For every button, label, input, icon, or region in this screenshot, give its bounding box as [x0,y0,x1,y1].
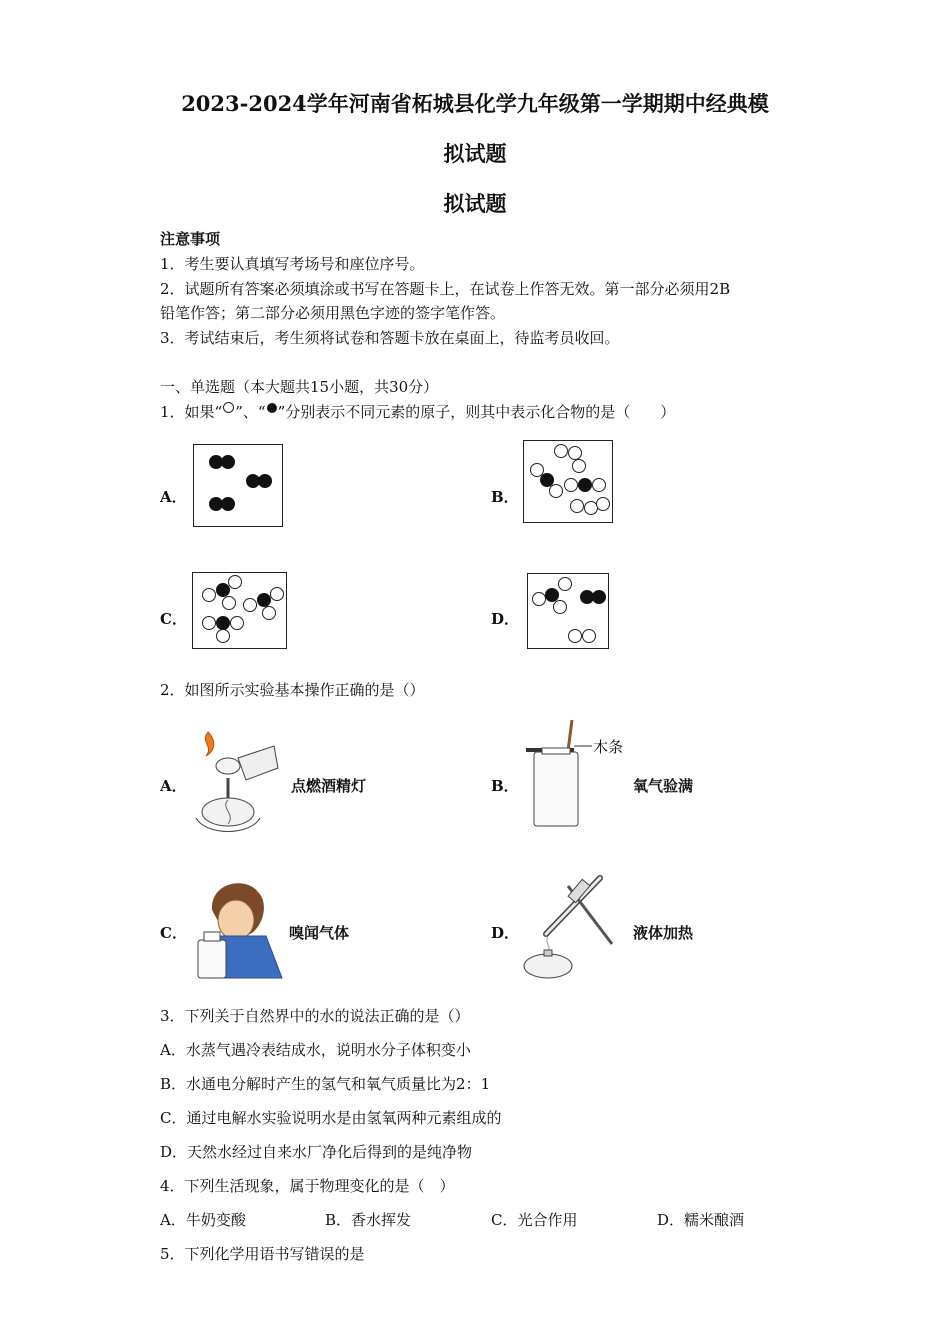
notice-heading: 注意事项 [160,230,221,248]
q2-caption-c: 嗅闻气体 [289,924,350,942]
page-title-line2: 拟试题 [443,141,507,166]
q3-option-d[interactable]: D．天然水经过自来水厂净化后得到的是纯净物 [160,1143,473,1161]
notice-item-1: 1．考生要认真填写考场号和座位序号。 [160,255,425,273]
q1-prefix: 1．如果“ [160,403,223,421]
white-atom-icon [223,402,234,413]
q2-option-b-label: B． [491,777,519,795]
black-atom-icon [267,403,277,413]
q2-option-a-label: A． [160,777,187,795]
q3-option-b[interactable]: B．水通电分解时产生的氢气和氧气质量比为2：1 [160,1075,491,1093]
q1-option-a-label: A． [160,488,187,506]
q1-option-c-diagram[interactable] [192,572,287,649]
question-4-stem: 4．下列生活现象，属于物理变化的是（ ） [160,1177,455,1195]
q3-option-c[interactable]: C．通过电解水实验说明水是由氢氧两种元素组成的 [160,1109,502,1127]
q4-option-a[interactable]: A．牛奶变酸 [160,1211,246,1229]
q1-option-d-diagram[interactable] [527,573,609,649]
section-heading: 一、单选题（本大题共15小题，共30分） [160,378,439,396]
q1-option-d-label: D． [491,610,520,628]
liquid-heating-icon[interactable] [518,872,628,982]
smelling-gas-icon[interactable] [192,874,286,980]
notice-item-2: 2．试题所有答案必须填涂或书写在答题卡上，在试卷上作答无效。第一部分必须用2B [160,280,731,298]
q1-suffix: ”分别表示不同元素的原子，则其中表示化合物的是（ ） [277,403,676,421]
page-title-line3: 拟试题 [443,191,507,216]
q2-option-d-label: D． [491,924,520,942]
q1-option-a-diagram[interactable] [193,444,283,527]
q1-option-b-label: B． [491,488,519,506]
oxygen-test-icon[interactable] [524,718,634,830]
q1-option-b-diagram[interactable] [523,440,613,523]
q3-option-a[interactable]: A．水蒸气遇冷表结成水，说明水分子体积变小 [160,1041,471,1059]
lamp-lighting-icon[interactable] [186,728,286,832]
q2-caption-b: 氧气验满 [633,777,694,795]
q2-caption-a: 点燃酒精灯 [291,777,367,795]
page-title: 2023-2024学年河南省柘城县化学九年级第一学期期中经典模 [181,91,769,116]
stick-label: 木条 [593,738,624,756]
question-1-stem [160,401,675,422]
q1-mid: ”、“ [235,403,266,421]
q4-option-c[interactable]: C．光合作用 [491,1211,578,1229]
notice-item-2-cont: 铅笔作答；第二部分必须用黑色字迹的签字笔作答。 [160,304,506,322]
q1-option-c-label: C． [160,610,187,628]
question-3-stem: 3．下列关于自然界中的水的说法正确的是（） [160,1007,470,1025]
q2-option-c-label: C． [160,924,187,942]
q4-option-b[interactable]: B．香水挥发 [325,1211,412,1229]
question-2-stem: 2．如图所示实验基本操作正确的是（） [160,681,425,699]
q2-caption-d: 液体加热 [633,924,694,942]
notice-item-3: 3．考试结束后，考生须将试卷和答题卡放在桌面上，待监考员收回。 [160,329,620,347]
question-5-stem: 5．下列化学用语书写错误的是 [160,1245,365,1263]
q4-option-d[interactable]: D．糯米酿酒 [657,1211,745,1229]
